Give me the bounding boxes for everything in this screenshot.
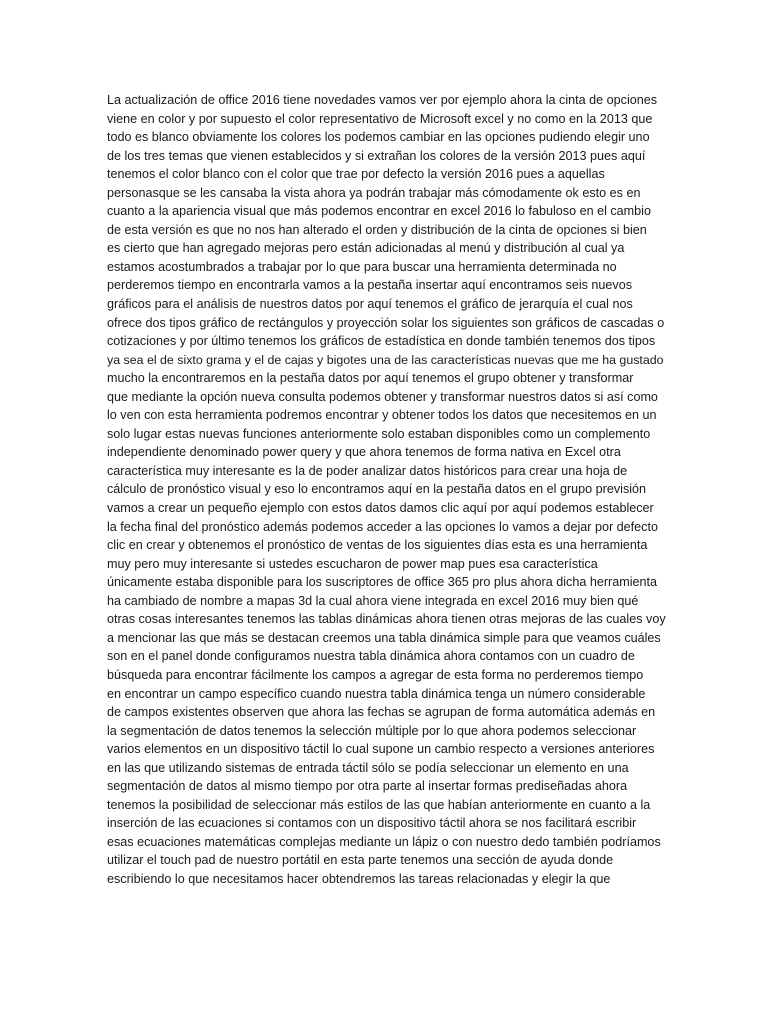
text-line: escribiendo lo que necesitamos hacer obtendremos las tareas relacionadas y elegir la que [107,871,611,886]
text-line: ofrece dos tipos gráfico de rectángulos y proyección solar los siguientes son gráficos de cascadas o [107,315,665,330]
text-line: clic en crear y obtenemos el pronóstico de ventas de los siguientes días esta es una herramienta [107,538,648,553]
body-paragraph [107,91,667,889]
text-line: inserción de las ecuaciones si contamos con un dispositivo táctil ahora se nos facilitará escribir [107,816,637,831]
text-line: todo es blanco obviamente los colores los podemos cambiar en las opciones pudiendo elegir uno [107,130,650,145]
text-line: que mediante la opción nueva consulta podemos obtener y transformar nuestros datos si así como [107,389,658,404]
text-line: La actualización de office 2016 tiene novedades vamos ver por ejemplo ahora la cinta de opciones [107,93,658,107]
text-line: muy pero muy interesante si ustedes escucharon de power map pues esa característica [107,556,598,571]
text-line: tenemos la posibilidad de seleccionar más estilos de las que habían anteriormente en cuanto a la [107,797,651,812]
text-line: a mencionar las que más se destacan creemos una tabla dinámica simple para que veamos cuáles [107,630,661,645]
text-line: personasque se les cansaba la vista ahora ya podrán trabajar más cómodamente ok esto es en [107,185,641,200]
text-line: la fecha final del pronóstico además podemos acceder a las opciones lo vamos a dejar por defecto [107,519,658,534]
text-line: varios elementos en un dispositivo táctil lo cual supone un cambio respecto a versiones anteriores [107,742,655,757]
text-line: cotizaciones y por último tenemos los gráficos de estadística en donde también tenemos dos tipos [107,334,656,349]
text-line: de campos existentes observen que ahora las fechas se agrupan de forma automática además en [107,705,656,720]
text-line: en las que utilizando sistemas de entrada táctil sólo se podía seleccionar un elemento en una [107,760,629,775]
text-line: estamos acostumbrados a trabajar por lo que para buscar una herramienta determinada no [107,259,617,274]
text-line: únicamente estaba disponible para los suscriptores de office 365 pro plus ahora dicha herramienta [107,575,658,590]
text-line: solo lugar estas nuevas funciones anteriormente solo estaban disponibles como un complemento [107,426,651,441]
text-line: lo ven con esta herramienta podremos encontrar y obtener todos los datos que necesitemos en un [107,408,657,423]
text-line: segmentación de datos al mismo tiempo por otra parte al insertar formas prediseñadas ahora [107,779,628,794]
text-line: mucho la encontraremos en la pestaña datos por aquí tenemos el grupo obtener y transformar [107,371,634,386]
text-line: perderemos tiempo en encontrarla vamos a la pestaña insertar aquí encontramos seis nuevos [107,278,633,293]
text-line: viene en color y por supuesto el color representativo de Microsoft excel y no como en la 2013 que [107,111,653,126]
text-line: en encontrar un campo específico cuando nuestra tabla dinámica tenga un número considerable [107,686,646,701]
text-line: cálculo de pronóstico visual y eso lo encontramos aquí en la pestaña datos en el grupo previsión [107,482,647,497]
text-line: ha cambiado de nombre a mapas 3d la cual ahora viene integrada en excel 2016 muy bien qué [107,593,639,608]
text-line: tenemos el color blanco con el color que trae por defecto la versión 2016 pues a aquellas [107,167,605,182]
text-line: es cierto que han agregado mejoras pero están adicionadas al menú y distribución al cual ya [107,241,625,256]
text-line: esas ecuaciones matemáticas complejas mediante un lápiz o con nuestro dedo también podríamos [107,834,661,849]
text-line: de los tres temas que vienen establecidos y si extrañan los colores de la versión 2013 pues aquí [107,148,646,163]
text-line: otras cosas interesantes tenemos las tablas dinámicas ahora tienen otras mejoras de las cuales voy [107,612,666,627]
text-line: característica muy interesante es la de poder analizar datos históricos para crear una hoja de [107,463,628,478]
text-line: búsqueda para encontrar fácilmente los campos a agregar de esta forma no perderemos tiempo [107,667,644,682]
text-line: gráficos para el análisis de nuestros datos por aquí tenemos el gráfico de jerarquía el cual nos [107,297,633,312]
text-line: vamos a crear un pequeño ejemplo con estos datos damos clic aquí por aquí podemos establecer [107,501,654,516]
text-line: son en el panel donde configuramos nuestra tabla dinámica ahora contamos con un cuadro de [107,649,635,664]
text-line: la segmentación de datos tenemos la selección múltiple por lo que ahora podemos seleccionar [107,723,637,738]
text-line: independiente denominado power query y que ahora tenemos de forma nativa en Excel otra [107,445,621,460]
text-line: cuanto a la apariencia visual que más podemos encontrar en excel 2016 lo fabuloso en el cambio [107,204,651,219]
text-line: ya sea el de sixto grama y el de cajas y bigotes una de las características nuevas que me ha gustado [107,352,664,367]
text-line: utilizar el touch pad de nuestro portátil en esta parte tenemos una sección de ayuda donde [107,853,614,868]
text-line: de esta versión es que no nos han alterado el orden y distribución de la cinta de opciones si bien [107,222,647,237]
